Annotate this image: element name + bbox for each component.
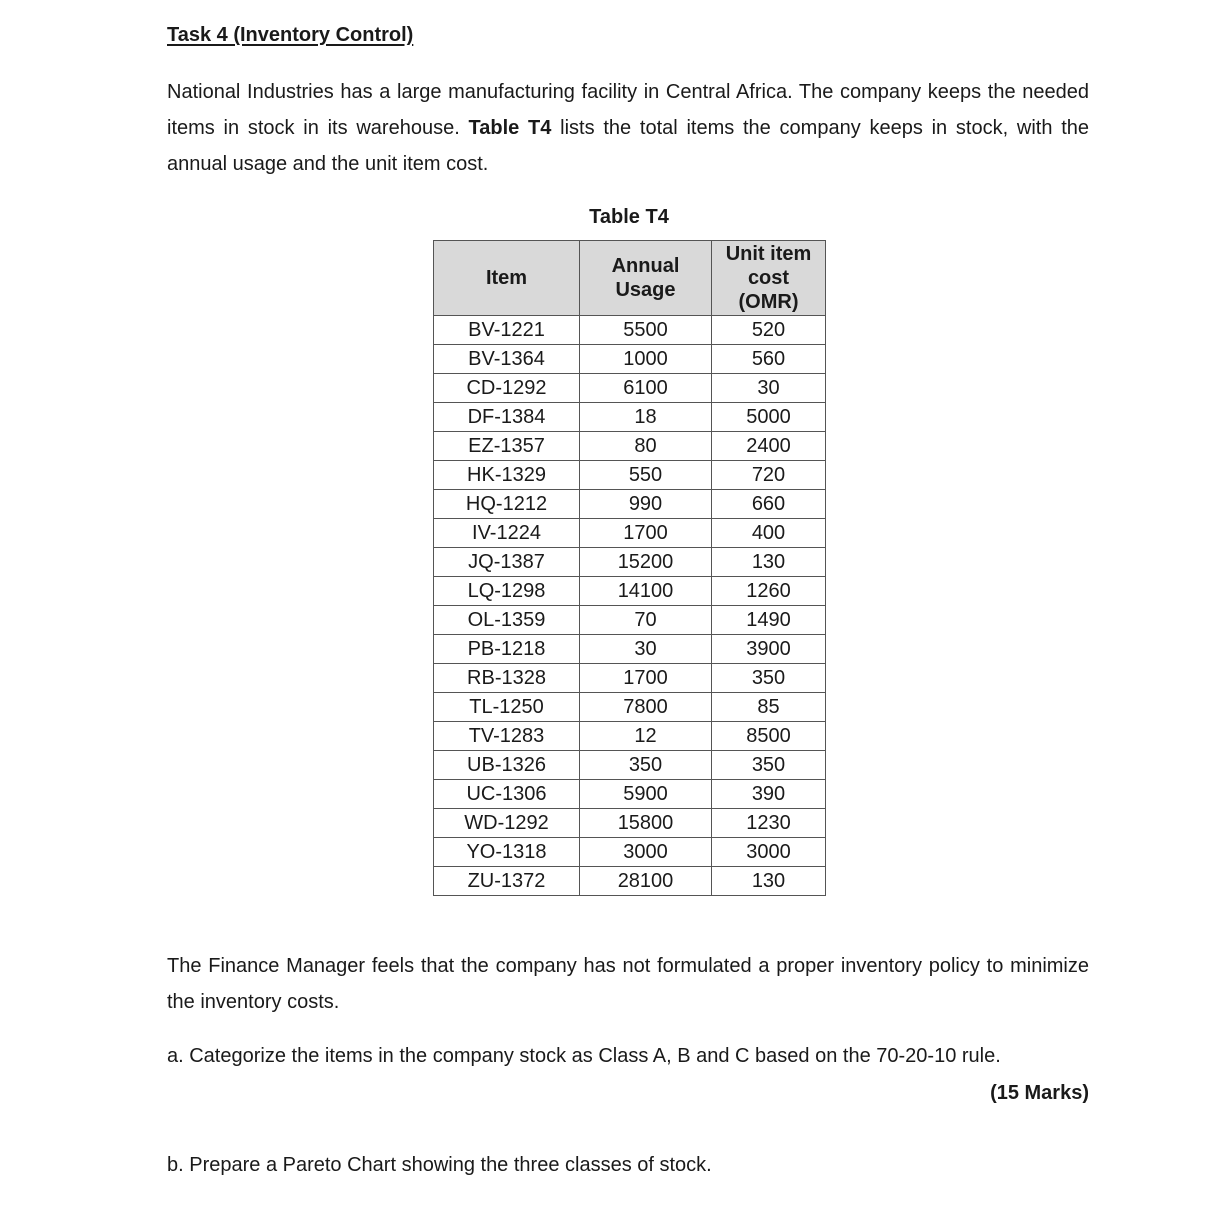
cell-cost: 8500 <box>712 722 826 751</box>
cell-item: RB-1328 <box>434 664 580 693</box>
cell-item: BV-1364 <box>434 345 580 374</box>
table-row <box>434 461 826 490</box>
intro-paragraph <box>167 74 1089 182</box>
table-row <box>434 635 826 664</box>
cell-item: HQ-1212 <box>434 490 580 519</box>
cell-usage: 15800 <box>580 809 712 838</box>
table-caption: Table T4 <box>589 206 669 228</box>
cell-cost: 350 <box>712 664 826 693</box>
header-cost-line2: cost <box>747 267 790 289</box>
table-row <box>434 693 826 722</box>
cell-item: TV-1283 <box>434 722 580 751</box>
header-cost-line3: (OMR) <box>738 291 799 313</box>
cell-item: UB-1326 <box>434 751 580 780</box>
cell-cost: 1260 <box>712 577 826 606</box>
cell-cost: 1230 <box>712 809 826 838</box>
table-row <box>434 606 826 635</box>
cell-cost: 3900 <box>712 635 826 664</box>
cell-usage: 5900 <box>580 780 712 809</box>
cell-usage: 15200 <box>580 548 712 577</box>
cell-item: HK-1329 <box>434 461 580 490</box>
cell-usage: 18 <box>580 403 712 432</box>
cell-usage: 12 <box>580 722 712 751</box>
header-item: Item <box>434 241 580 316</box>
cell-usage: 350 <box>580 751 712 780</box>
task-title: Task 4 (Inventory Control) <box>167 24 414 46</box>
cell-usage: 5500 <box>580 316 712 345</box>
cell-cost: 660 <box>712 490 826 519</box>
header-usage-line2: Usage <box>615 279 676 301</box>
table-row <box>434 432 826 461</box>
table-row <box>434 316 826 345</box>
header-cost-line1: Unit item <box>725 243 812 265</box>
table-row <box>434 722 826 751</box>
intro-text-part2: lists the total items the company keeps in stock, with the annual usage and the unit item cost. <box>167 117 1090 175</box>
cell-item: BV-1221 <box>434 316 580 345</box>
cell-item: YO-1318 <box>434 838 580 867</box>
cell-cost: 520 <box>712 316 826 345</box>
cell-item: EZ-1357 <box>434 432 580 461</box>
cell-cost: 390 <box>712 780 826 809</box>
table-row <box>434 519 826 548</box>
cell-usage: 6100 <box>580 374 712 403</box>
cell-item: JQ-1387 <box>434 548 580 577</box>
table-row <box>434 577 826 606</box>
cell-cost: 85 <box>712 693 826 722</box>
cell-cost: 2400 <box>712 432 826 461</box>
table-row <box>434 780 826 809</box>
cell-usage: 70 <box>580 606 712 635</box>
inventory-table <box>433 240 826 896</box>
cell-item: DF-1384 <box>434 403 580 432</box>
cell-item: LQ-1298 <box>434 577 580 606</box>
table-row <box>434 345 826 374</box>
header-annual-usage <box>580 241 712 316</box>
cell-item: OL-1359 <box>434 606 580 635</box>
table-row <box>434 490 826 519</box>
cell-cost: 1490 <box>712 606 826 635</box>
cell-cost: 30 <box>712 374 826 403</box>
marks-label: (15 Marks) <box>990 1082 1089 1104</box>
table-row <box>434 548 826 577</box>
cell-cost: 130 <box>712 867 826 896</box>
cell-usage: 14100 <box>580 577 712 606</box>
table-row <box>434 838 826 867</box>
cell-cost: 560 <box>712 345 826 374</box>
cell-usage: 1700 <box>580 664 712 693</box>
intro-text-part1: National Industries has a large manufacturing facility in Central Africa. The company keeps the needed items in stock in its warehouse. <box>167 81 1089 139</box>
table-row <box>434 751 826 780</box>
cell-item: IV-1224 <box>434 519 580 548</box>
cell-usage: 3000 <box>580 838 712 867</box>
cell-cost: 350 <box>712 751 826 780</box>
cell-usage: 1000 <box>580 345 712 374</box>
cell-usage: 550 <box>580 461 712 490</box>
cell-usage: 80 <box>580 432 712 461</box>
cell-item: UC-1306 <box>434 780 580 809</box>
cell-cost: 720 <box>712 461 826 490</box>
table-row <box>434 809 826 838</box>
cell-cost: 130 <box>712 548 826 577</box>
table-row <box>434 403 826 432</box>
cell-cost: 5000 <box>712 403 826 432</box>
cell-item: CD-1292 <box>434 374 580 403</box>
table-header-row <box>434 241 826 316</box>
table-row <box>434 867 826 896</box>
cell-item: PB-1218 <box>434 635 580 664</box>
cell-cost: 3000 <box>712 838 826 867</box>
question-b: b. Prepare a Pareto Chart showing the three classes of stock. <box>167 1154 712 1176</box>
table-row <box>434 664 826 693</box>
finance-manager-paragraph: The Finance Manager feels that the company has not formulated a proper inventory policy to minimize the inventory costs. <box>167 955 1089 1013</box>
cell-item: WD-1292 <box>434 809 580 838</box>
question-a: a. Categorize the items in the company stock as Class A, B and C based on the 70-20-10 rule. <box>167 1045 1001 1067</box>
cell-usage: 28100 <box>580 867 712 896</box>
cell-usage: 1700 <box>580 519 712 548</box>
header-unit-cost <box>712 241 826 316</box>
cell-usage: 990 <box>580 490 712 519</box>
cell-usage: 7800 <box>580 693 712 722</box>
cell-cost: 400 <box>712 519 826 548</box>
table-reference: Table T4 <box>468 117 552 139</box>
cell-item: TL-1250 <box>434 693 580 722</box>
cell-usage: 30 <box>580 635 712 664</box>
header-usage-line1: Annual <box>611 255 680 277</box>
cell-item: ZU-1372 <box>434 867 580 896</box>
table-row <box>434 374 826 403</box>
